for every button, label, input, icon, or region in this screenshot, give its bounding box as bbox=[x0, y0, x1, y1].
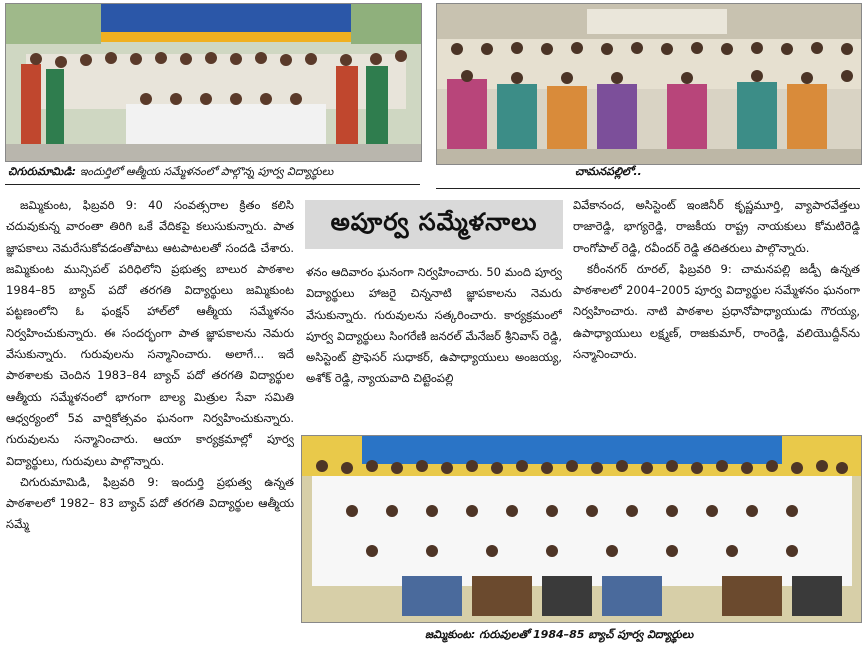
article-column-right bbox=[573, 195, 860, 427]
divider-top-right bbox=[436, 188, 860, 189]
paragraph-karimnagar-rural: కరీంనగర్ రూరల్, ఫిబ్రవరి 9: చామనపల్లి జడ్పీ ఉన్నత పాఠశాలలో 2004–2005 పూర్వ విద్యార్థుల సమ్మేళనం ఘనంగా నిర్వహించారు. నాటి పాఠశాల ప్రధానోపాధ్యాయుడు గౌరయ్య, ఉపాధ్యాయులు లక్ష్మణ్, రాజకుమార్, రాంరెడ్డి, వలియొద్దీన్‌ను సన్మానించారు. bbox=[573, 261, 860, 362]
caption-text: చామనపల్లిలో.. bbox=[575, 165, 642, 178]
article-column-middle bbox=[306, 262, 562, 432]
caption-jammikunta bbox=[425, 628, 693, 642]
article-headline: అపూర్వ సమ్మేళనాలు bbox=[305, 200, 563, 249]
caption-place: జమ్మికుంట: bbox=[425, 628, 476, 641]
caption-text: ఇందుర్తిలో ఆత్మీయ సమ్మేళనంలో పాల్గొన్న పూర్వ విద్యార్థులు bbox=[79, 165, 334, 178]
paragraph-continued: ళనం ఆదివారం ఘనంగా నిర్వహించారు. 50 మంది పూర్వ విద్యార్థులు హాజరై చిన్ననాటి జ్ఞాపకాలను నెమరు వేసుకున్నారు. గురువులను సత్కరించారు. కార్యక్రమంలో పూర్వ విద్యార్థులు సింగరేణి జనరల్ మేనేజర్ శ్రీనివాస్ రెడ్డి, అసిస్టెంట్ ప్రొఫెసర్ సుధాకర్, ఉపాధ్యాయులు అంజయ్య, అశోక్ రెడ్డి, న్యాయవాది చిట్టెంపల్లి bbox=[306, 265, 562, 386]
divider-top-left bbox=[5, 184, 420, 185]
photo-indurthi-reunion bbox=[5, 3, 422, 162]
photo-jammikunta-batch bbox=[301, 435, 862, 623]
caption-indurthi bbox=[8, 165, 333, 179]
paragraph-vivekananda: వివేకానంద, అసిస్టెంట్ ఇంజినీర్ కృష్ణమూర్తి, వ్యాపారవేత్తలు రాజారెడ్డి, భాగ్యరెడ్డి, రాజకీయ రాష్ట్ర నాయకులు కోమటిరెడ్డి రాంగోపాల్ రెడ్డి, రవీందర్ రెడ్డి తదితరులు పాల్గొన్నారు. bbox=[573, 198, 860, 255]
article-column-left bbox=[6, 195, 294, 665]
photo-chamanapalli-reunion bbox=[436, 3, 862, 165]
caption-text: గురువులతో 1984–85 బ్యాచ్ పూర్వ విద్యార్థులు bbox=[479, 628, 694, 641]
paragraph-chigurumamidi: చిగురుమామిడి, ఫిబ్రవరి 9: ఇందుర్తి ప్రభుత్వ ఉన్నత పాఠశాలలో 1982– 83 బ్యాచ్ పదో తరగతి విద్యార్థుల ఆత్మీయ సమ్మే bbox=[6, 474, 294, 532]
paragraph-jammikunta: జమ్మికుంట, ఫిబ్రవరి 9: 40 సంవత్సరాల క్రితం కలిసి చదువుకున్న వారంతా తిరిగి ఒకే వేదికపై కలుసుకున్నారు. పాత జ్ఞాపకాలు నెమరేసుకోవడంతోపాటు ఆటపాటలతో సందడి చేశారు. జమ్మికుంట మున్సిపల్ పరిధిలోని ప్రభుత్వ బాలుర పాఠశాల 1984–85 బ్యాచ్ పదో తరగతి విద్యార్థులు జమ్మికుంట పట్టణంలోని ఓ ఫంక్షన్ హాల్‌లో ఆత్మీయ సమ్మేళనం నిర్వహించుకున్నారు. ఈ సందర్భంగా పాత జ్ఞాపకాలను నెమరు వేసుకున్నారు. గురువులను సన్మానించారు. అలాగే... ఇదే పాఠశాలకు చెందిన 1983–84 బ్యాచ్ పదో తరగతి విద్యార్థుల ఆత్మీయ సమ్మేళనంలో భాగంగా బాల్య మిత్రుల సేవా సమితి ఆధ్వర్యంలో 5వ వార్షికోత్సవం ఘనంగా నిర్వహించుకున్నారు. గురువులను సన్మానించారు. ఆయా కార్యక్రమాల్లో పూర్వ విద్యార్థులు, గురువులు పాల్గొన్నారు. bbox=[6, 198, 294, 468]
caption-place: చిగురుమామిడి: bbox=[8, 165, 76, 178]
caption-chamanapalli bbox=[575, 165, 642, 179]
